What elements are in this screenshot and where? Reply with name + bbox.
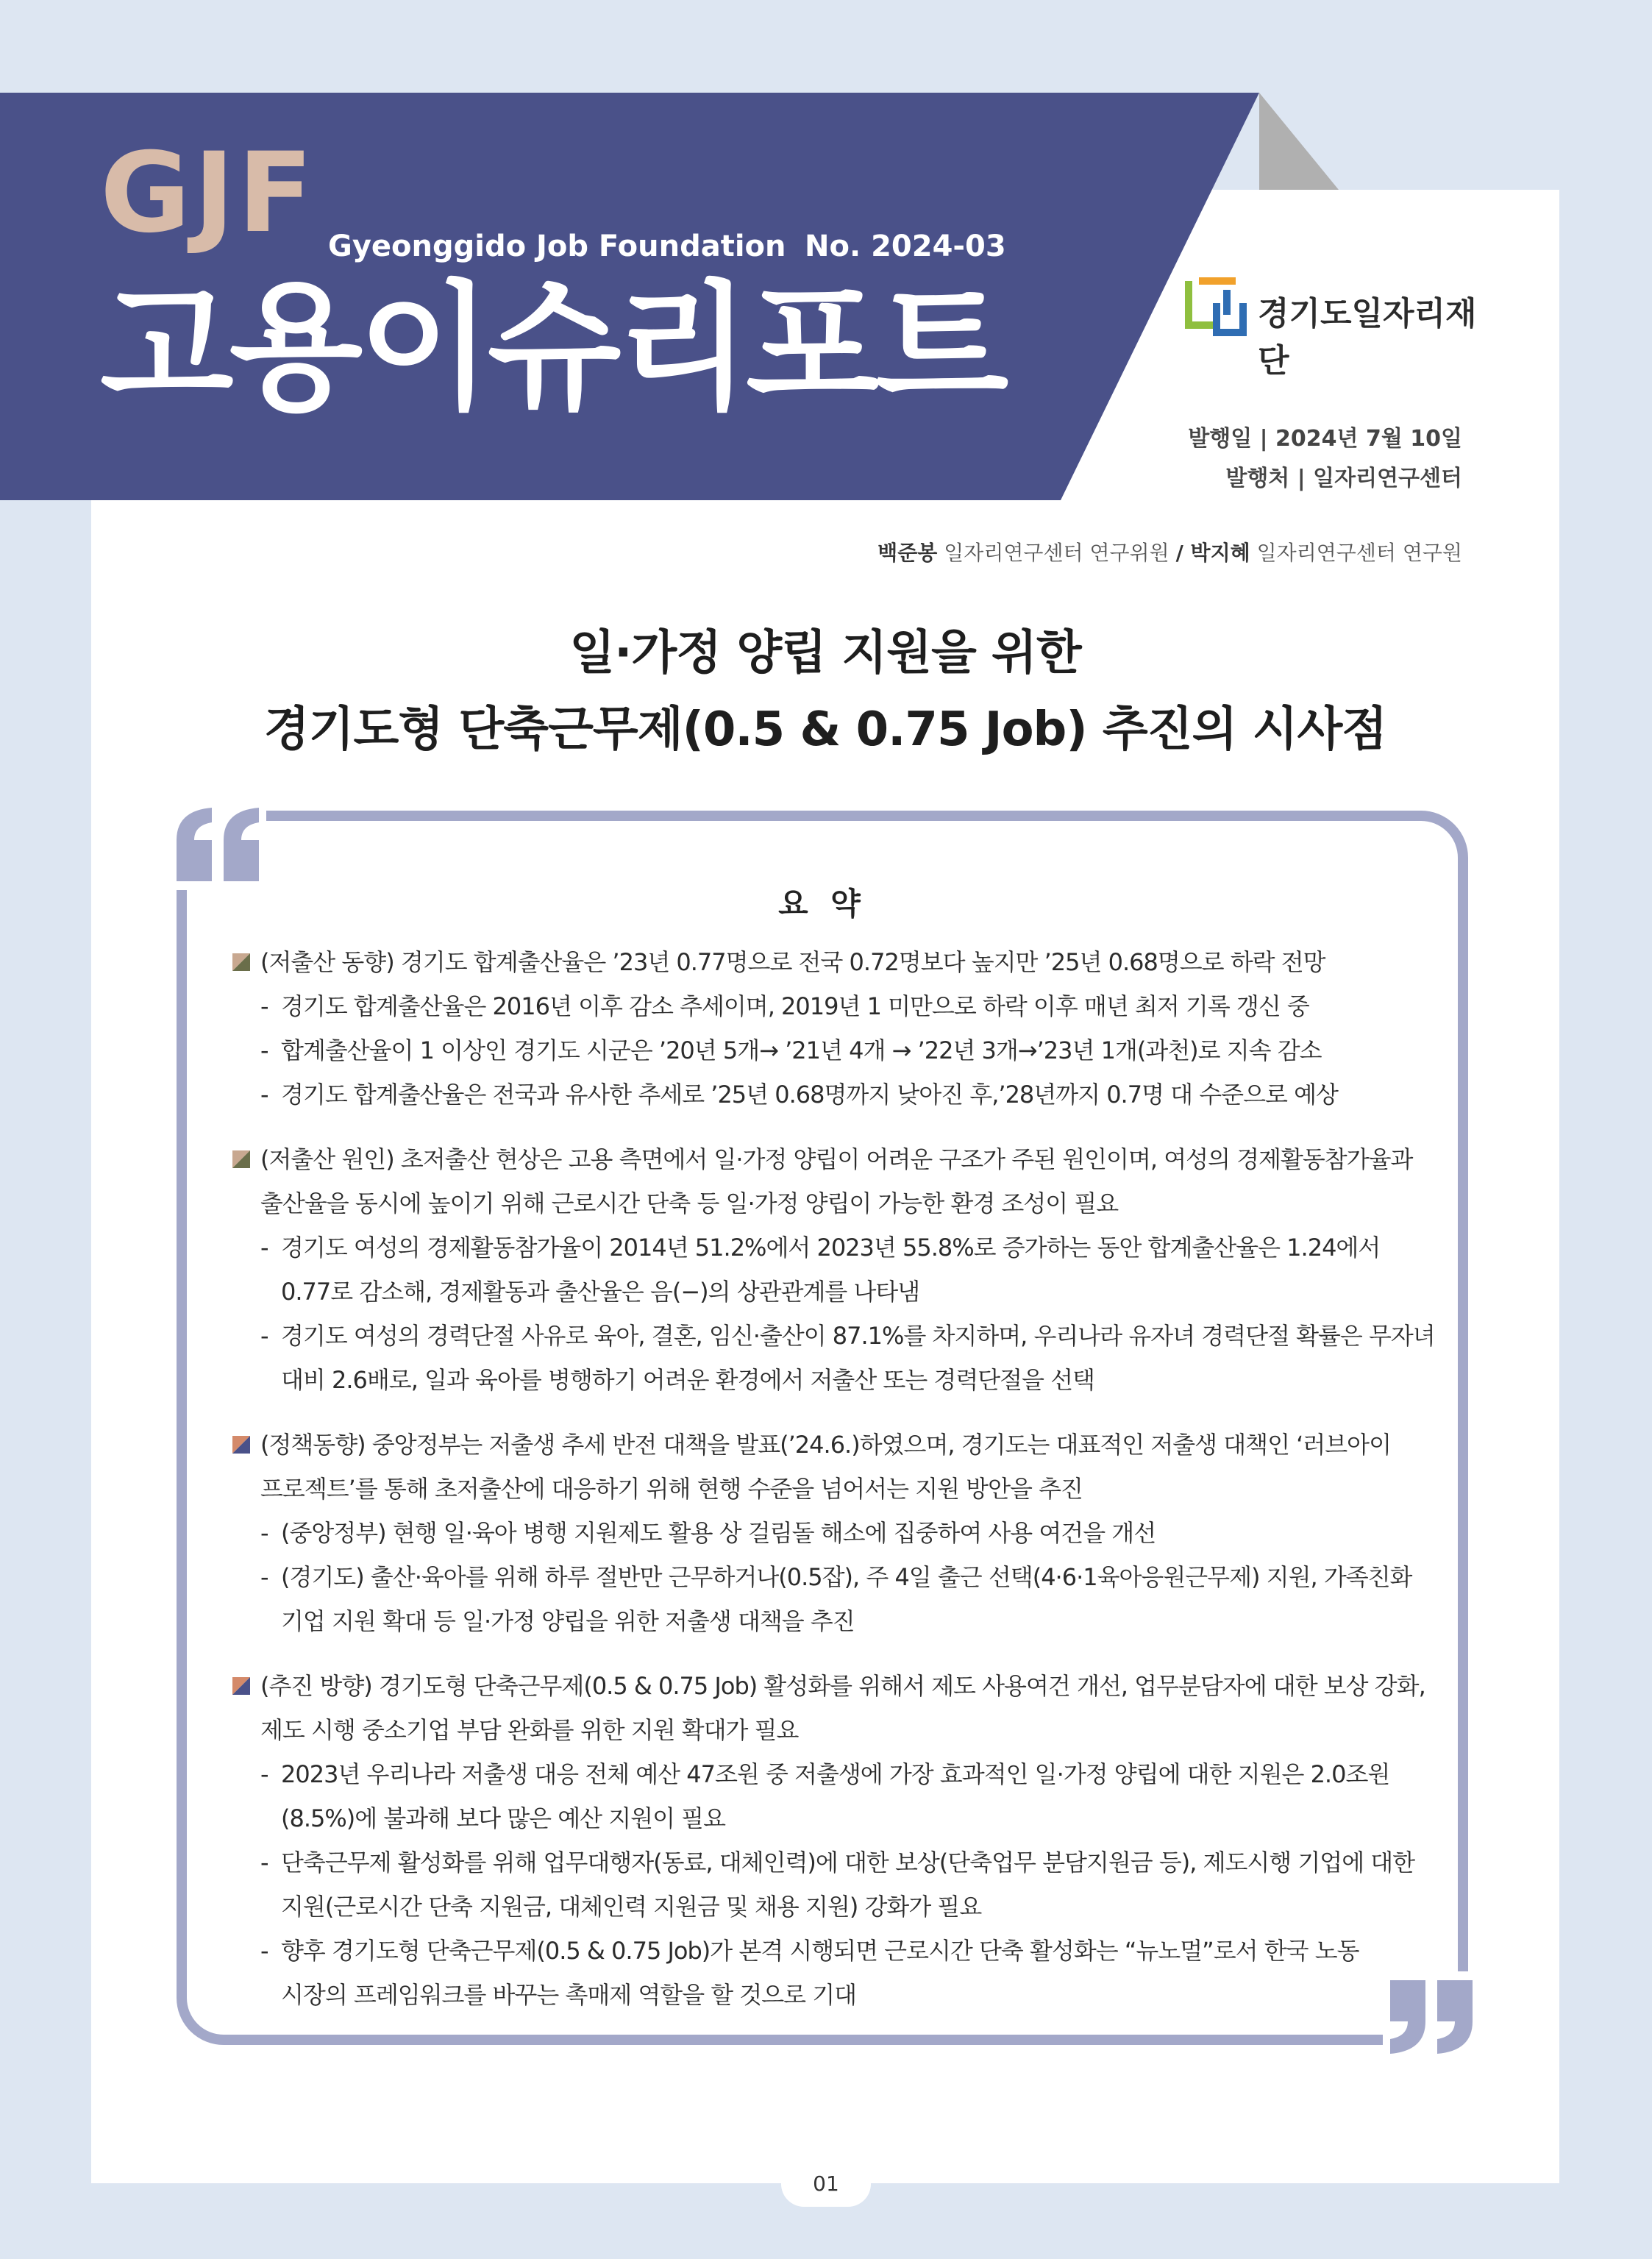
summary-main-point: [232, 940, 1468, 984]
sub-point-line: 시장의 프레임워크를 바꾸는 촉매제 역할을 할 것으로 기대: [281, 1981, 857, 2009]
author-line: [877, 537, 1462, 566]
summary-main-point: [232, 1137, 1468, 1225]
sub-point-line: 경기도 여성의 경력단절 사유로 육아, 결혼, 임신·출산이 87.1%를 차지하며, 우리나라 유자녀 경력단절 확률은 무자녀: [281, 1322, 1435, 1350]
summary-sub-point: [232, 984, 1468, 1028]
dash-bullet: -: [260, 992, 268, 1020]
sub-point-line: 대비 2.6배로, 일과 육아를 병행하기 어려운 환경에서 저출산 또는 경력단절을 선택: [281, 1366, 1094, 1394]
foundation-name: Gyeonggido Job Foundation: [328, 230, 786, 263]
dash-bullet: -: [260, 1081, 268, 1109]
main-title-line-1: 일·가정 양립 지원을 위한: [569, 626, 1081, 680]
main-point-line: (정책동향) 중앙정부는 저출생 추세 반전 대책을 발표(’24.6.)하였으며, 경기도는 대표적인 저출생 대책인 ‘러브아이: [260, 1431, 1391, 1459]
sub-point-line: 향후 경기도형 단축근무제(0.5 & 0.75 Job)가 본격 시행되면 근로시간 단축 활성화는 “뉴노멀”로서 한국 노동: [281, 1937, 1359, 1965]
summary-sub-point: [232, 1314, 1468, 1402]
author-1-name: 백준봉: [877, 541, 938, 565]
main-title: [91, 615, 1559, 768]
dash-bullet: -: [260, 1322, 268, 1350]
main-point-line: (저출산 원인) 초저출산 현상은 고용 측면에서 일·가정 양립이 어려운 구조가 주된 원인이며, 여성의 경제활동참가율과: [260, 1145, 1413, 1173]
summary-section: [232, 1664, 1468, 2017]
author-2-role: 일자리연구센터 연구원: [1250, 541, 1462, 565]
gjf-logo-icon: [1184, 274, 1247, 337]
report-title: 고용이슈리포트: [100, 268, 1005, 429]
square-bullet-icon: [232, 1150, 250, 1168]
dash-bullet: -: [260, 1563, 268, 1591]
main-point-line: 제도 시행 중소기업 부담 완화를 위한 지원 확대가 필요: [260, 1716, 799, 1744]
summary-main-point: [232, 1423, 1468, 1511]
summary-sub-point: [232, 1511, 1468, 1555]
publication-date: 발행일 | 2024년 7월 10일: [1188, 426, 1462, 452]
author-1-role: 일자리연구센터 연구위원: [937, 541, 1176, 565]
sub-point-line: 경기도 합계출산율은 2016년 이후 감소 추세이며, 2019년 1 미만으로 하락 이후 매년 최저 기록 갱신 중: [281, 992, 1309, 1020]
main-point-line: (추진 방향) 경기도형 단축근무제(0.5 & 0.75 Job) 활성화를 위해서 제도 사용여건 개선, 업무분담자에 대한 보상 강화,: [260, 1672, 1425, 1700]
summary-main-point: [232, 1664, 1468, 1752]
page-number: 01: [781, 2161, 871, 2207]
sub-point-line: 기업 지원 확대 등 일·가정 양립을 위한 저출생 대책을 추진: [281, 1607, 855, 1635]
banner-gray-triangle: [1259, 93, 1339, 190]
summary-heading: 요 약: [778, 886, 866, 922]
summary-sub-point: [232, 1929, 1468, 2017]
square-bullet-icon: [232, 953, 250, 971]
sub-point-line: 단축근무제 활성화를 위해 업무대행자(동료, 대체인력)에 대한 보상(단축업무 분담지원금 등), 제도시행 기업에 대한: [281, 1849, 1415, 1876]
sub-point-line: (중앙정부) 현행 일·육아 병행 지원제도 활용 상 걸림돌 해소에 집중하여 사용 여건을 개선: [281, 1519, 1156, 1547]
sub-point-line: 0.77로 감소해, 경제활동과 출산율은 음(−)의 상관관계를 나타냄: [281, 1278, 920, 1306]
square-bullet-icon: [232, 1436, 250, 1454]
brand-logotype: GJF: [100, 129, 316, 257]
org-logo: [1184, 274, 1508, 380]
summary-sub-point: [232, 1225, 1468, 1314]
sub-point-line: (8.5%)에 불과해 보다 많은 예산 지원이 필요: [281, 1804, 725, 1832]
summary-sub-point: [232, 1752, 1468, 1840]
summary-section: [232, 1137, 1468, 1402]
summary-section: [232, 1423, 1468, 1643]
author-2-name: 박지혜: [1190, 541, 1250, 565]
summary-sub-point: [232, 1072, 1468, 1117]
square-bullet-icon: [232, 1677, 250, 1695]
main-point-line: (저출산 동향) 경기도 합계출산율은 ’23년 0.77명으로 전국 0.72명보다 높지만 ’25년 0.68명으로 하락 전망: [260, 948, 1325, 976]
summary-sub-point: [232, 1555, 1468, 1643]
sub-point-line: 경기도 합계출산율은 전국과 유사한 추세로 ’25년 0.68명까지 낮아진 후,’28년까지 0.7명 대 수준으로 예상: [281, 1081, 1338, 1109]
org-name: 경기도일자리재단: [1258, 295, 1477, 380]
sub-point-line: 지원(근로시간 단축 지원금, 대체인력 지원금 및 채용 지원) 강화가 필요: [281, 1893, 982, 1921]
summary-sub-point: [232, 1028, 1468, 1072]
issue-number: No. 2024-03: [805, 230, 1006, 263]
dash-bullet: -: [260, 1760, 268, 1788]
sub-point-line: 경기도 여성의 경제활동참가율이 2014년 51.2%에서 2023년 55.8%로 증가하는 동안 합계출산율은 1.24에서: [281, 1234, 1381, 1262]
dash-bullet: -: [260, 1937, 268, 1965]
author-separator: /: [1175, 541, 1191, 565]
publisher: 발행처 | 일자리연구센터: [1225, 466, 1462, 491]
main-title-line-2: 경기도형 단축근무제(0.5 & 0.75 Job) 추진의 시사점: [263, 702, 1387, 757]
summary-content: [232, 940, 1468, 2038]
publication-info: [1188, 419, 1462, 499]
summary-sub-point: [232, 1840, 1468, 1929]
main-point-line: 프로젝트’를 통해 초저출산에 대응하기 위해 현행 수준을 넘어서는 지원 방안을 추진: [260, 1475, 1083, 1503]
dash-bullet: -: [260, 1234, 268, 1262]
sub-point-line: 2023년 우리나라 저출생 대응 전체 예산 47조원 중 저출생에 가장 효과적인 일·가정 양립에 대한 지원은 2.0조원: [281, 1760, 1390, 1788]
sub-point-line: (경기도) 출산·육아를 위해 하루 절반만 근무하거나(0.5잡), 주 4일 출근 선택(4·6·1육아응원근무제) 지원, 가족친화: [281, 1563, 1412, 1591]
main-point-line: 출산율을 동시에 높이기 위해 근로시간 단축 등 일·가정 양립이 가능한 환경 조성이 필요: [260, 1189, 1119, 1217]
dash-bullet: -: [260, 1036, 268, 1064]
sub-point-line: 합계출산율이 1 이상인 경기도 시군은 ’20년 5개→ ’21년 4개 → ’22년 3개→’23년 1개(과천)로 지속 감소: [281, 1036, 1322, 1064]
dash-bullet: -: [260, 1849, 268, 1876]
dash-bullet: -: [260, 1519, 268, 1547]
open-quote-icon: [171, 794, 266, 890]
summary-section: [232, 940, 1468, 1117]
